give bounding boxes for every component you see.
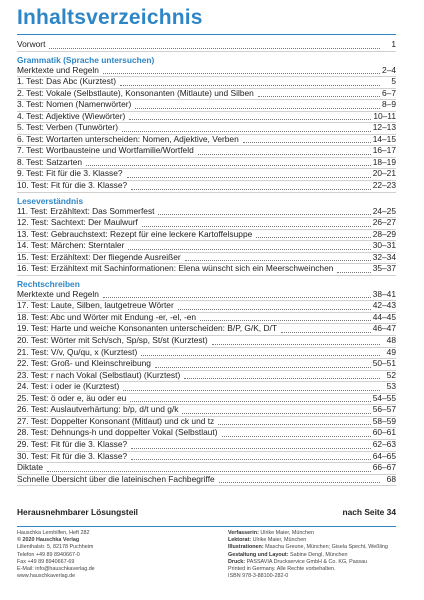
credits-key: Gestaltung und Layout:	[228, 551, 289, 558]
toc-entry-label: 3. Test: Nomen (Namenwörter)	[17, 99, 132, 110]
toc-entry-page: 16–17	[372, 145, 396, 156]
toc-entry-page: 66–67	[372, 462, 396, 473]
publisher-info-line: © 2020 Hauschka Verlag	[17, 537, 80, 544]
credits-value: ISBN 978-3-88100-282-0	[228, 573, 289, 580]
toc-entry-page: 58–59	[372, 415, 396, 426]
toc-entry-page: 54–55	[372, 392, 396, 403]
toc-entry-label: 28. Test: Dehnungs-h und doppelter Vokal (Selbstlaut)	[17, 427, 218, 438]
dot-leader	[219, 474, 380, 483]
toc-entry-label: 9. Test: Fit für die 3. Klasse?	[17, 168, 123, 179]
toc-entry-label: Schnelle Übersicht über die lateinischen Fachbegriffe	[17, 473, 215, 484]
dot-leader	[212, 336, 380, 345]
publisher-info-line: Telefon +49 89 8940667-0	[17, 551, 80, 558]
dot-leader	[256, 229, 370, 238]
toc-entry-page: 56–57	[372, 404, 396, 415]
solution-page: nach Seite 34	[342, 507, 396, 517]
dot-leader	[86, 157, 371, 166]
dot-leader	[243, 134, 371, 143]
toc-entry-label: 21. Test: V/v, Qu/qu, x (Kurztest)	[17, 346, 138, 357]
dot-leader	[127, 169, 371, 178]
toc-entry-page: 26–27	[372, 217, 396, 228]
toc-entry-label: 12. Test: Sachtext: Der Maulwurf	[17, 217, 138, 228]
toc-entry-label: Vorwort	[17, 39, 46, 49]
toc-entry	[17, 452, 396, 464]
credits-value: Printed in Germany. Alle Rechte vorbehalten.	[228, 566, 336, 573]
toc-entry-page: 8–9	[382, 99, 396, 110]
toc-entry-page: 18–19	[372, 156, 396, 167]
credits-line	[228, 552, 408, 559]
toc-entry-page: 53	[386, 381, 396, 392]
toc-entry	[17, 264, 396, 276]
credits-value: Ulrike Maier, München	[252, 537, 307, 544]
toc-entry-label: 22. Test: Groß- und Kleinschreibung	[17, 358, 151, 369]
toc-entry-label: 8. Test: Satzarten	[17, 156, 83, 167]
toc-entry-label: 20. Test: Wörter mit Sch/sch, Sp/sp, St/st (Kurztest)	[17, 335, 208, 346]
solution-label: Herausnehmbarer Lösungsteil	[17, 507, 139, 517]
toc-entry-page: 64–65	[372, 450, 396, 461]
dot-leader	[122, 123, 371, 132]
credits-line	[228, 566, 408, 573]
toc-entry-page: 20–21	[372, 168, 396, 179]
credits-key: Druck:	[228, 558, 246, 565]
credits-line	[228, 544, 408, 551]
toc-entry-page: 52	[386, 369, 396, 380]
publisher-info-line: E-Mail: info@hauschkaverlag.de	[17, 566, 95, 573]
publisher-info-line: Hauschka Lernhilfen, Heft 282	[17, 530, 90, 536]
toc-entry-label: 19. Test: Harte und weiche Konsonanten unterscheiden: B/P, G/K, D/T	[17, 323, 277, 334]
toc-entry-page: 30–31	[372, 240, 396, 251]
dot-leader	[131, 451, 371, 460]
toc-entry	[17, 40, 396, 52]
toc-entry	[17, 475, 396, 487]
credits-line	[228, 573, 408, 580]
toc-entry-page: 44–45	[372, 311, 396, 322]
toc-entry-label: 29. Test: Fit für die 3. Klasse?	[17, 438, 128, 449]
dot-leader	[184, 370, 380, 379]
toc-entry-label: 14. Test: Märchen: Sterntaler	[17, 240, 125, 251]
dot-leader	[198, 146, 371, 155]
toc-entry-label: 2. Test: Vokale (Selbstlaute), Konsonanten (Mitlaute) und Silben	[17, 87, 254, 98]
credits-value: Sabine Dengl, München	[290, 551, 348, 558]
dot-leader	[129, 111, 371, 120]
toc-entry-label: Merktexte und Regeln	[17, 288, 99, 299]
table-of-contents	[17, 40, 396, 486]
toc-entry-page: 68	[386, 473, 396, 484]
toc-entry	[17, 181, 396, 193]
solution-section-row	[17, 507, 396, 517]
dot-leader	[258, 88, 380, 97]
dot-leader	[120, 77, 380, 86]
credits-value: Ulrike Maier, München	[260, 530, 315, 536]
toc-entry-page: 6–7	[382, 87, 396, 98]
dot-leader	[200, 312, 371, 321]
dot-leader	[103, 65, 380, 74]
credits-value: Mascha Greune, München; Gisela Specht, Weßling	[265, 544, 388, 551]
toc-entry-label: 25. Test: ö oder e, äu oder eu	[17, 392, 127, 403]
toc-entry-label: 27. Test: Doppelter Konsonant (Mitlaut) und ck und tz	[17, 415, 215, 426]
dot-leader	[158, 206, 370, 215]
credits-key: Lektorat:	[228, 537, 252, 544]
toc-entry-label: Merktexte und Regeln	[17, 64, 99, 75]
dot-leader	[128, 241, 370, 250]
dot-leader	[185, 252, 371, 261]
toc-entry-page: 32–34	[372, 251, 396, 262]
toc-entry-page: 62–63	[372, 438, 396, 449]
dot-leader	[47, 463, 371, 472]
toc-entry-page: 22–23	[372, 180, 396, 191]
toc-entry-page: 24–25	[372, 205, 396, 216]
toc-entry-label: 15. Test: Erzähltext: Der fliegende Ausreißer	[17, 251, 181, 262]
toc-entry-label: 18. Test: Abc und Wörter mit Endung -er, -el, -en	[17, 311, 197, 322]
toc-entry-page: 38–41	[372, 288, 396, 299]
dot-leader	[130, 393, 370, 402]
toc-entry-page: 35–37	[372, 263, 396, 274]
toc-entry-page: 42–43	[372, 300, 396, 311]
publisher-info-line: www.hauschkaverlag.de	[17, 573, 76, 580]
toc-entry-label: 4. Test: Adjektive (Wiewörter)	[17, 110, 126, 121]
credits-key: Illustrationen:	[228, 544, 264, 551]
toc-entry-page: 1	[391, 39, 396, 49]
toc-entry-page: 46–47	[372, 323, 396, 334]
toc-entry-page: 28–29	[372, 228, 396, 239]
toc-entry-page: 5	[391, 76, 396, 87]
toc-entry-page: 49	[386, 346, 396, 357]
toc-entry-label: 26. Test: Auslautverhärtung: b/p, d/t und g/k	[17, 404, 179, 415]
dot-leader	[103, 289, 371, 298]
toc-entry-label: 23. Test: r nach Vokal (Selbstlaut) (Kurztest)	[17, 369, 181, 380]
toc-entry-label: 17. Test: Laute, Silben, lautgetreue Wörter	[17, 300, 174, 311]
toc-entry-label: 5. Test: Verben (Tunwörter)	[17, 122, 119, 133]
credits-line	[228, 530, 408, 537]
dot-leader	[131, 440, 371, 449]
toc-entry-label: 16. Test: Erzähltext mit Sachinformationen: Elena wünscht sich ein Meerschweinchen	[17, 263, 334, 274]
toc-entry-page: 48	[386, 335, 396, 346]
dot-leader	[178, 301, 371, 310]
toc-entry-label: 1. Test: Das Abc (Kurztest)	[17, 76, 116, 87]
credits-line	[228, 537, 408, 544]
section-heading: Leseverständnis	[17, 195, 84, 206]
dot-leader	[131, 181, 371, 190]
toc-entry-page: 50–51	[372, 358, 396, 369]
toc-entry-label: 24. Test: i oder ie (Kurztest)	[17, 381, 120, 392]
publisher-info-line: Lilienthalstr. 5, 82178 Puchheim	[17, 544, 94, 551]
dot-leader	[222, 428, 371, 437]
dot-leader	[49, 40, 380, 49]
section-heading: Rechtschreiben	[17, 278, 80, 289]
footer-rule	[17, 526, 396, 527]
credits-line	[228, 559, 408, 566]
toc-entry-page: 60–61	[372, 427, 396, 438]
dot-leader	[337, 264, 370, 273]
credits-value: PASSAVIA Druckservice GmbH & Co. KG, Passau	[246, 558, 368, 565]
toc-entry-page: 14–15	[372, 133, 396, 144]
section-heading: Grammatik (Sprache untersuchen)	[17, 54, 155, 65]
credits-info	[228, 530, 408, 580]
credits-key: Verfasserin:	[228, 530, 259, 536]
dot-leader	[142, 218, 371, 227]
dot-leader	[281, 324, 371, 333]
toc-entry-label: 30. Test: Fit für die 3. Klasse?	[17, 450, 128, 461]
page-title: Inhaltsverzeichnis	[17, 6, 203, 29]
dot-leader	[218, 416, 370, 425]
dot-leader	[182, 405, 370, 414]
dot-leader	[135, 100, 380, 109]
publisher-info	[17, 530, 197, 580]
publisher-info-line: Fax +49 89 8940667-69	[17, 558, 75, 565]
title-rule	[17, 34, 396, 35]
toc-entry-page: 10–11	[373, 110, 396, 121]
toc-entry-label: 10. Test: Fit für die 3. Klasse?	[17, 180, 128, 191]
dot-leader	[155, 359, 371, 368]
dot-leader	[141, 347, 380, 356]
dot-leader	[123, 382, 380, 391]
toc-entry-label: 7. Test: Wortbausteine und Wortfamilie/Wortfeld	[17, 145, 194, 156]
toc-entry-page: 2–4	[382, 64, 396, 75]
toc-entry-label: 6. Test: Wortarten unterscheiden: Nomen, Adjektive, Verben	[17, 133, 239, 144]
toc-entry-label: 11. Test: Erzähltext: Das Sommerfest	[17, 205, 155, 216]
toc-entry-label: Diktate	[17, 462, 44, 473]
toc-entry-label: 13. Test: Gebrauchstext: Rezept für eine leckere Kartoffelsuppe	[17, 228, 253, 239]
toc-entry-page: 12–13	[372, 122, 396, 133]
